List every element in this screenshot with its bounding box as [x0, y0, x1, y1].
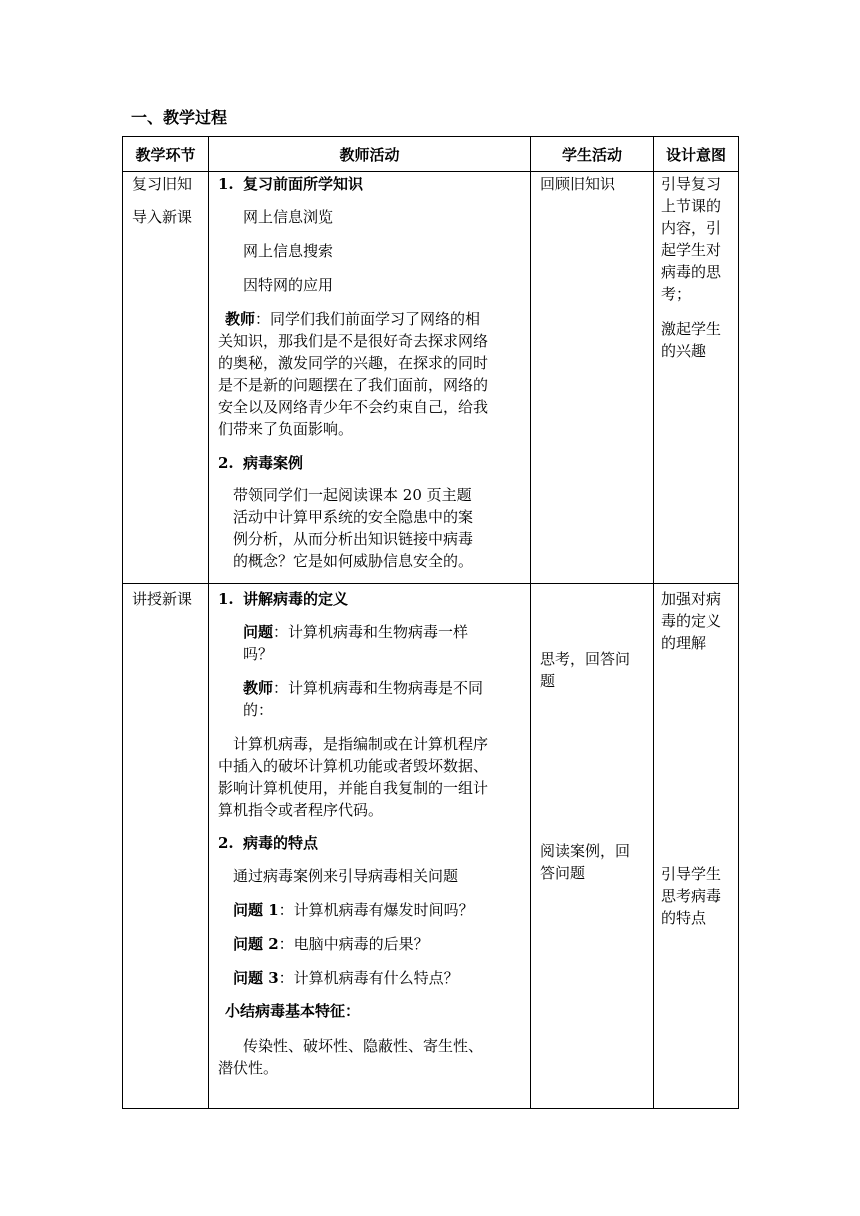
paragraph-text: ：计算机病毒有爆发时间吗？ — [278, 901, 474, 919]
paragraph-text: ：计算机病毒和生物病毒是不同 — [273, 679, 484, 697]
paragraph-text: 通过病毒案例来引导病毒相关问题 — [233, 867, 459, 885]
intent-text: 加强对病 — [661, 590, 722, 608]
question-label: 问题 1 — [233, 901, 279, 919]
student-text: 回顾旧知识 — [540, 175, 616, 193]
stage-text: 复习旧知 — [132, 175, 193, 193]
item-title: 讲解病毒的定义 — [243, 590, 349, 608]
stage-text: 导入新课 — [132, 208, 193, 226]
intent-text: 激起学生 — [661, 320, 722, 338]
paragraph-text: ：电脑中病毒的后果？ — [278, 935, 429, 953]
paragraph-text: 例分析，从而分析出知识链接中病毒 — [233, 530, 474, 548]
student-text: 答问题 — [540, 864, 586, 882]
teacher-label: 教师 — [243, 679, 274, 697]
header-stage: 教学环节 — [123, 137, 209, 172]
paragraph-text: 带领同学们一起阅读课本 20 页主题 — [233, 486, 472, 504]
paragraph-text: 计算机病毒，是指编制或在计算机程序 — [233, 735, 489, 753]
student-activity-cell — [531, 172, 654, 584]
item-title: 复习前面所学知识 — [243, 175, 364, 193]
intent-text: 起学生对 — [661, 241, 722, 259]
lesson-plan-table — [122, 136, 739, 1109]
intent-cell — [654, 584, 739, 1109]
table-row — [123, 172, 739, 584]
student-text: 题 — [540, 672, 556, 690]
item-number: 2. — [218, 834, 234, 852]
intent-text: 引导学生 — [661, 865, 722, 883]
section-title: 一、教学过程 — [131, 108, 228, 127]
question-label: 问题 3 — [233, 969, 279, 987]
paragraph-text: ：计算机病毒和生物病毒一样 — [273, 623, 469, 641]
intent-text: 病毒的思 — [661, 263, 722, 281]
item-number: 1. — [218, 590, 234, 608]
paragraph-text: 是不是新的问题摆在了我们面前，网络的 — [218, 376, 489, 394]
intent-text: 考； — [661, 285, 692, 303]
paragraph-text: 活动中计算甲系统的安全隐患中的案 — [233, 508, 474, 526]
intent-text: 内容，引 — [661, 219, 722, 237]
paragraph-text: 吗？ — [243, 645, 274, 663]
stage-cell — [123, 172, 209, 584]
teacher-activity-cell — [209, 172, 531, 584]
list-item: 因特网的应用 — [243, 276, 334, 294]
intent-text: 思考病毒 — [661, 887, 722, 905]
item-title: 病毒的特点 — [243, 834, 319, 852]
intent-cell — [654, 172, 739, 584]
list-item: 网上信息浏览 — [243, 208, 334, 226]
student-activity-cell — [531, 584, 654, 1109]
header-intent: 设计意图 — [654, 137, 739, 172]
item-number: 2. — [218, 454, 234, 472]
paragraph-text: 传染性、破坏性、隐蔽性、寄生性、 — [243, 1037, 484, 1055]
item-title: 病毒案例 — [243, 454, 304, 472]
summary-title: 小结病毒基本特征： — [225, 1002, 361, 1020]
intent-text: 毒的定义 — [661, 612, 722, 630]
paragraph-text: 安全以及网络青少年不会约束自己，给我 — [218, 398, 489, 416]
paragraph-text: 们带来了负面影响。 — [218, 420, 354, 438]
stage-cell — [123, 584, 209, 1109]
paragraph-text: 中插入的破坏计算机功能或者毁坏数据、 — [218, 757, 489, 775]
paragraph-text: 的奥秘，激发同学的兴趣，在探求的同时 — [218, 354, 489, 372]
paragraph-text: 的： — [243, 701, 274, 719]
teacher-activity-cell — [209, 584, 531, 1109]
paragraph-text: 算机指令或者程序代码。 — [218, 801, 384, 819]
table-header-row — [123, 137, 739, 172]
table-row — [123, 584, 739, 1109]
student-text: 阅读案例，回 — [540, 842, 631, 860]
paragraph-text: ：计算机病毒有什么特点？ — [278, 969, 459, 987]
header-teacher: 教师活动 — [209, 137, 531, 172]
question-label: 问题 — [243, 623, 274, 641]
intent-text: 引导复习 — [661, 175, 722, 193]
paragraph-text: 关知识，那我们是不是很好奇去探求网络 — [218, 332, 489, 350]
list-item: 网上信息搜索 — [243, 242, 334, 260]
intent-text: 上节课的 — [661, 197, 722, 215]
item-number: 1. — [218, 175, 234, 193]
intent-text: 的兴趣 — [661, 342, 707, 360]
intent-text: 的特点 — [661, 909, 707, 927]
paragraph-text: 的概念？它是如何威胁信息安全的。 — [233, 552, 474, 570]
question-label: 问题 2 — [233, 935, 279, 953]
paragraph-text: 影响计算机使用，并能自我复制的一组计 — [218, 779, 489, 797]
intent-text: 的理解 — [661, 634, 707, 652]
stage-text: 讲授新课 — [132, 590, 193, 608]
header-student: 学生活动 — [531, 137, 654, 172]
teacher-label: 教师 — [225, 310, 256, 328]
paragraph-text: 潜伏性。 — [218, 1059, 279, 1077]
student-text: 思考，回答问 — [540, 650, 631, 668]
paragraph-text: ：同学们我们前面学习了网络的相 — [255, 310, 481, 328]
